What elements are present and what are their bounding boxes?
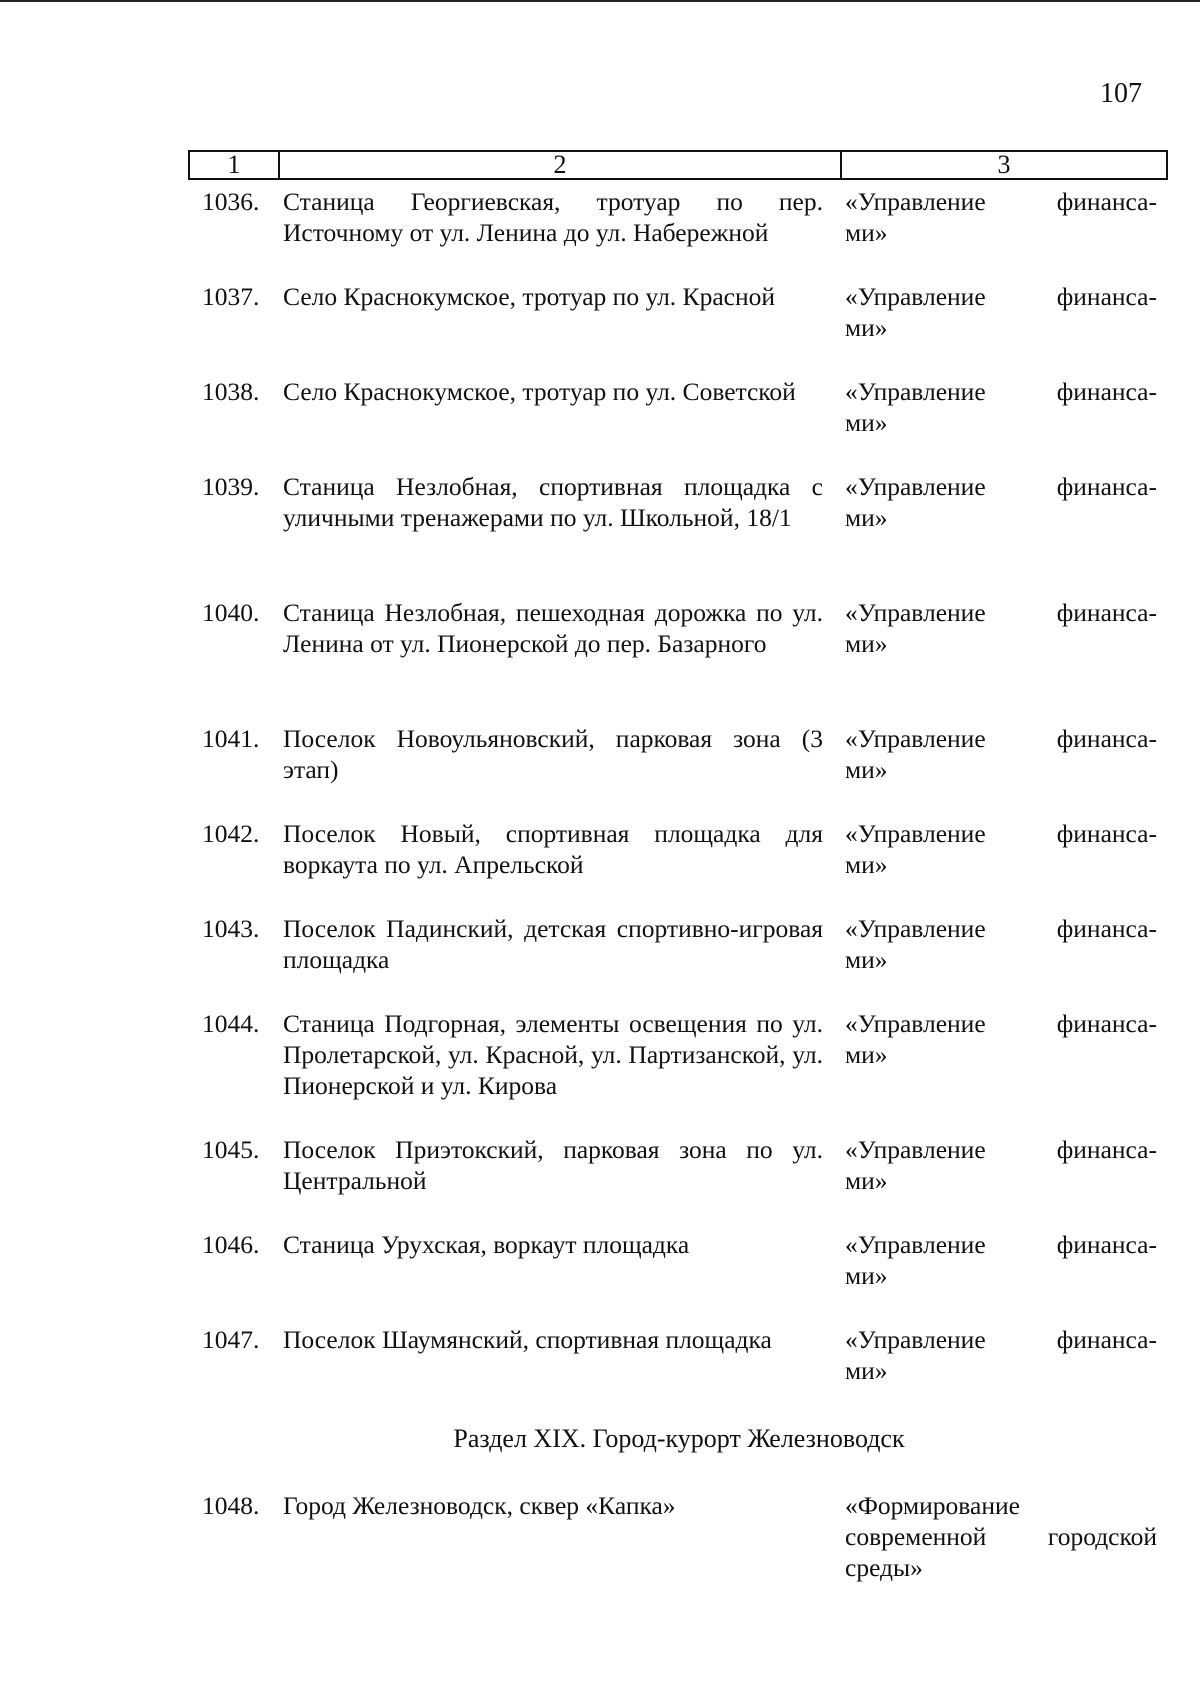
table-row	[0, 814, 1200, 909]
header-col-3: 3	[997, 150, 1011, 179]
program-word: финанса-	[1056, 598, 1157, 627]
program-word: финанса-	[1056, 282, 1157, 311]
table-row	[0, 1486, 1200, 1606]
table-row	[0, 593, 1200, 719]
program-end: ми»	[845, 408, 888, 437]
row-program	[845, 281, 1157, 343]
row-number: 1042.	[202, 819, 260, 848]
row-location: Поселок Новоульяновский, парковая зона (3 этап)	[283, 724, 823, 784]
program-end: ми»	[845, 1261, 888, 1290]
program-word: финанса-	[1056, 187, 1157, 216]
table-header	[188, 150, 1168, 180]
program-word: «Управление	[845, 472, 986, 501]
row-location: Поселок Приэтокский, парковая зона по ул. Центральной	[283, 1135, 823, 1195]
program-end: ми»	[845, 945, 888, 974]
row-number: 1039.	[202, 472, 260, 501]
program-end: ми»	[845, 755, 888, 784]
program-word: финанса-	[1056, 1325, 1157, 1354]
program-word: финанса-	[1056, 914, 1157, 943]
table-row	[0, 372, 1200, 467]
row-program	[845, 1324, 1157, 1386]
header-col-1: 1	[190, 152, 280, 178]
program-end: ми»	[845, 503, 888, 532]
row-program	[845, 186, 1157, 248]
row-program	[845, 597, 1157, 659]
program-end: ми»	[845, 218, 888, 247]
program-word: финанса-	[1056, 472, 1157, 501]
row-location: Село Краснокумское, тротуар по ул. Красной	[283, 282, 775, 311]
program-word: «Управление	[845, 1009, 986, 1038]
row-number: 1041.	[202, 724, 260, 753]
row-location: Поселок Падинский, детская спортивно-игровая площадка	[283, 914, 823, 974]
row-number: 1036.	[202, 187, 260, 216]
table-row	[0, 1130, 1200, 1225]
row-location: Село Краснокумское, тротуар по ул. Советской	[283, 377, 796, 406]
page-number: 107	[1100, 78, 1142, 109]
row-program	[845, 376, 1157, 438]
row-location: Станица Незлобная, пешеходная дорожка по ул. Ленина от ул. Пионерской до пер. Базарного	[283, 598, 823, 658]
table-row	[0, 909, 1200, 1004]
row-number: 1045.	[202, 1135, 260, 1164]
header-col-2: 2	[280, 152, 842, 178]
table-row	[0, 182, 1200, 277]
row-program	[845, 913, 1157, 975]
program-word: «Управление	[845, 187, 986, 216]
row-number: 1043.	[202, 914, 260, 943]
table-row	[0, 719, 1200, 814]
table-row	[0, 1004, 1200, 1130]
row-number: 1044.	[202, 1009, 260, 1038]
program-word: финанса-	[1056, 1230, 1157, 1259]
program-word: «Управление	[845, 598, 986, 627]
row-location: Город Железноводск, сквер «Капка»	[283, 1491, 676, 1520]
table-row	[0, 467, 1200, 593]
program-word: финанса-	[1056, 377, 1157, 406]
row-location: Поселок Новый, спортивная площадка для воркаута по ул. Апрельской	[283, 819, 823, 879]
row-number: 1040.	[202, 598, 260, 627]
row-program	[845, 1229, 1157, 1291]
program-word: «Управление	[845, 1325, 986, 1354]
top-border-line	[0, 0, 1200, 2]
program-end: ми»	[845, 629, 888, 658]
program-word: финанса-	[1056, 819, 1157, 848]
row-program	[845, 1134, 1157, 1196]
program-end: ми»	[845, 1166, 888, 1195]
program-end: ми»	[845, 1356, 888, 1385]
row-program	[845, 471, 1157, 533]
section-title: Раздел XIX. Город-курорт Железноводск	[453, 1424, 905, 1453]
program-word: «Управление	[845, 914, 986, 943]
table-row	[0, 1225, 1200, 1320]
program-word: «Управление	[845, 1135, 986, 1164]
program-word: финанса-	[1056, 724, 1157, 753]
table-body	[0, 182, 1200, 1415]
program-word: «Управление	[845, 724, 986, 753]
row-location: Поселок Шаумянский, спортивная площадка	[283, 1325, 772, 1354]
row-location: Станица Подгорная, элементы освещения по ул. Пролетарской, ул. Красной, ул. Партизанской, ул. Пионерской и ул. Кирова	[283, 1009, 823, 1100]
row-location: Станица Незлобная, спортивная площадка с уличными тренажерами по ул. Школьной, 18/1	[283, 472, 823, 532]
program-end: ми»	[845, 313, 888, 342]
program-word: «Управление	[845, 819, 986, 848]
program-word: финанса-	[1056, 1135, 1157, 1164]
row-number: 1047.	[202, 1325, 260, 1354]
row-program	[845, 1008, 1157, 1070]
program-word: «Управление	[845, 282, 986, 311]
row-number: 1046.	[202, 1230, 260, 1259]
program-word: «Управление	[845, 377, 986, 406]
row-location: Станица Урухская, воркаут площадка	[283, 1230, 690, 1259]
row-location: Станица Георгиевская, тротуар по пер. Источному от ул. Ленина до ул. Набережной	[283, 187, 823, 247]
row-number: 1038.	[202, 377, 260, 406]
row-program: «Формирование современной городской среды»	[845, 1491, 1157, 1582]
program-word: финанса-	[1056, 1009, 1157, 1038]
row-program	[845, 818, 1157, 880]
row-number: 1048.	[202, 1491, 260, 1520]
row-program	[845, 723, 1157, 785]
row-number: 1037.	[202, 282, 260, 311]
table-row	[0, 277, 1200, 372]
program-end: ми»	[845, 1040, 888, 1069]
program-end: ми»	[845, 850, 888, 879]
table-row	[0, 1320, 1200, 1415]
program-word: «Управление	[845, 1230, 986, 1259]
